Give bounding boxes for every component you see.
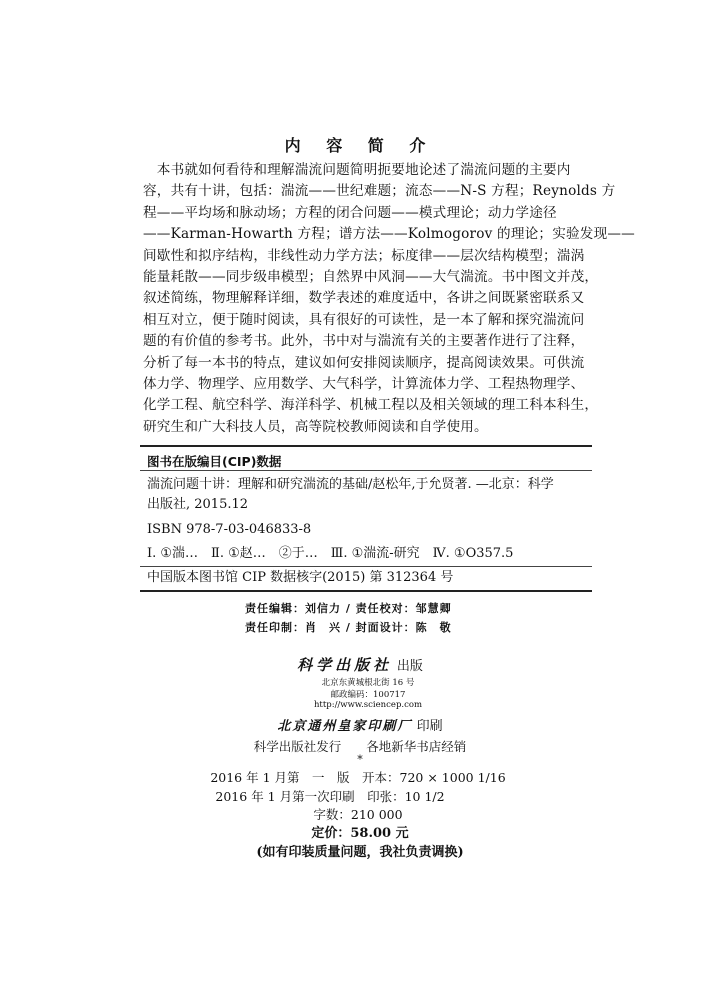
distribution-line: 科学出版社发行 各地新华书店经销 [253, 739, 467, 754]
summary-line: 叙述简练，物理解释详细，数学表述的难度适中，各讲之间既紧密联系又 [143, 290, 585, 307]
cip-heading: 图书在版编目(CIP)数据 [147, 454, 282, 469]
credits-editors: 责任编辑：刘信力 / 责任校对：邹慧卿 [245, 602, 452, 615]
printer-suffix: 印刷 [416, 719, 443, 734]
publisher-logo: 科学出版社 [297, 656, 393, 674]
cip-classification: Ⅰ. ①湍… Ⅱ. ①赵… ②于… Ⅲ. ①湍流-研究 Ⅳ. ①O357.5 [147, 546, 514, 561]
printer-logo: 北京通州皇家印刷厂 [277, 719, 413, 734]
credits-production: 责任印制：肖 兴 / 封面设计：陈 敬 [245, 621, 452, 634]
cip-isbn: ISBN 978-7-03-046833-8 [147, 522, 312, 537]
summary-line: 能量耗散——同步级串模型；自然界中风洞——大气湍流。书中图文并茂， [143, 269, 599, 286]
edition-line: 2016 年 1 月第 一 版 开本：720 × 1000 1/16 [210, 770, 506, 785]
cip-title-line: 湍流问题十讲：理解和研究湍流的基础/赵松年,于允贤著. —北京：科学 [147, 477, 554, 492]
quality-notice: (如有印装质量问题，我社负责调换) [256, 845, 464, 860]
printing-line: 2016 年 1 月第一次印刷 印张：10 1/2 [215, 789, 445, 804]
publisher-suffix: 出版 [396, 659, 423, 674]
summary-line: 程——平均场和脉动场；方程的闭合问题——模式理论；动力学途径 [143, 204, 557, 221]
cip-divider [140, 566, 592, 567]
cip-title-line: 出版社, 2015.12 [147, 497, 249, 512]
summary-body [143, 160, 635, 438]
summary-line: 化学工程、航空科学、海洋科学、机械工程以及相关领域的理工科本科生， [143, 397, 599, 414]
cip-top-rule [140, 445, 592, 447]
summary-line: 容，共有十讲，包括：湍流——世纪难题；流态——N-S 方程；Reynolds 方 [143, 183, 616, 200]
printer-line [0, 715, 720, 734]
summary-line: 相互对立，便于随时阅读，具有很好的可读性，是一本了解和探究湍流问 [143, 311, 585, 328]
price-label: 定价： [311, 826, 351, 841]
cip-library-record: 中国版本图书馆 CIP 数据核字(2015) 第 312364 号 [147, 570, 454, 585]
summary-heading: 内 容 简 介 [284, 136, 436, 155]
price-value: 58.00 元 [350, 826, 409, 841]
price-line [0, 822, 720, 841]
cip-heading-rule [140, 470, 592, 471]
summary-line: ——Karman-Howarth 方程；谱方法——Kolmogorov 的理论；实验发现—— [143, 226, 635, 243]
word-count: 字数：210 000 [313, 807, 403, 822]
publisher-address: 北京东黄城根北街 16 号 [321, 678, 415, 688]
publisher-postcode: 邮政编码：100717 [330, 690, 406, 700]
summary-line: 体力学、物理学、应用数学、大气科学，计算流体力学、工程热物理学、 [143, 376, 585, 393]
separator-star: * [357, 753, 363, 766]
summary-line: 题的有价值的参考书。此外，书中对与湍流有关的主要著作进行了注释， [143, 333, 585, 350]
summary-line: 本书就如何看待和理解湍流问题简明扼要地论述了湍流问题的主要内 [143, 162, 571, 178]
summary-line: 分析了每一本书的特点，建议如何安排阅读顺序，提高阅读效果。可供流 [143, 354, 585, 371]
cip-bottom-rule [140, 590, 592, 592]
publisher-line [0, 654, 720, 675]
publisher-website: http://www.sciencep.com [313, 700, 423, 710]
summary-line: 研究生和广大科技人员，高等院校教师阅读和自学使用。 [143, 418, 488, 435]
summary-line: 间歇性和拟序结构，非线性动力学方法；标度律——层次结构模型；湍涡 [143, 247, 585, 264]
